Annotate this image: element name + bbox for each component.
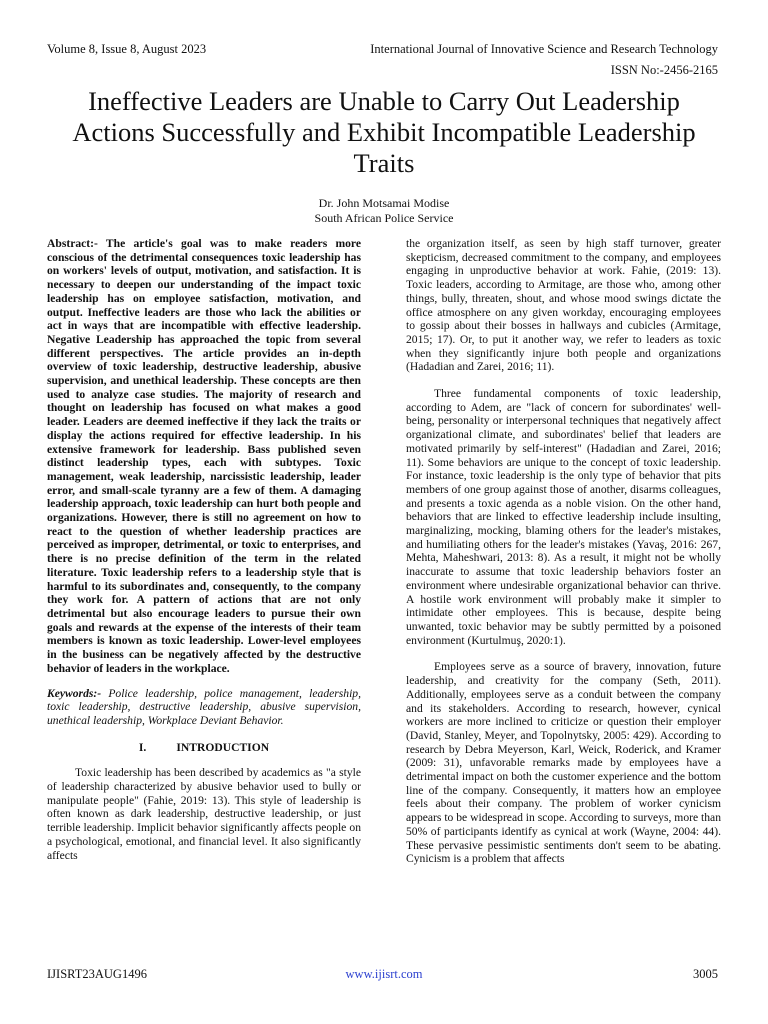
body-paragraph: Employees serve as a source of bravery, innovation, future leadership, and creativity for the company (Seth, 2011). Additionally, employees serve as a conduit between the company and its stakeholders. According to research, however, cynical workers are more inclined to criticize or question their employer (David, Stanley, Meyer, and Topolnytsky, 2005: 429). According to research by Debra Meyerson, Karl, Weick, Roderick, and Kramer (2009: 31), unfavorable remarks made by employees have a detrimental impact on both the customer experience and the bottom line of the company. Consequently, it matters how an employee feels about their company. The problem of worker cynicism appears to be widespread in scope. According to surveys, more than 50% of participants identify as cynical at work (Wayne, 2004: 44). These pervasive pessimistic sentiments don't seem to be abating. Cynicism is a problem that affects xyxy=(406,660,721,866)
section-number: I. xyxy=(138,740,147,754)
footer-website-link[interactable]: www.ijisrt.com xyxy=(345,967,423,981)
footer-page-number: 3005 xyxy=(693,967,718,981)
body-paragraph: Three fundamental components of toxic leadership, according to Adem, are "lack of concern for subordinates' well-being, personality or interpersonal techniques that negatively affect organizational climate, and subordinates' belief that leaders are motivated primarily by self-interest" (Hadadian and Zarei, 2016; 11). Some behaviors are unique to the concept of toxic leadership. For instance, toxic leadership is the only type of behavior that pits members of one group against those of another, disarms colleagues, and presents a toxic agenda as a noble vision. On the other hand, behaviors that are linked to effective leadership include insulting, marginalizing, mocking, blaming others for the leader's mistakes, and humiliating others for the leader's mistakes (Yavaş, 2016: 267, Mehta, Maheshwari, 2013: 8). As a result, it might not be wholly inaccurate to assume that toxic leadership behaviors foster an environment where undesirable organizational behavior can thrive. A hostile work environment will probably make it simpler to intimidate other employees. This is because, despite being unwanted, toxic behavior may be subtly permitted by a poisoned environment (Kurtulmuş, 2020:1). xyxy=(406,387,721,647)
journal-name: International Journal of Innovative Science and Research Technology xyxy=(370,42,718,56)
abstract: Abstract:- The article's goal was to make readers more conscious of the detrimental consequences toxic leadership has on workers' levels of output, motivation, and satisfaction. It is necessary to deepen our understanding of the impact toxic leadership has on employee satisfaction, motivation, and output. Ineffective leaders are those who lack the abilities or act in ways that are incompatible with effective leadership. Negative Leadership has approached the topic from several different perspectives. The article provides an in-depth overview of toxic leadership, destructive leadership, abusive supervision, and unethical leadership. These concepts are then used to analyze case studies. The majority of research and thought on leadership has focused on what makes a good leader. Leaders are deemed ineffective if they lack the traits or display the actions required for effective leadership. In his extensive framework for leadership. Bass published seven distinct leadership types, each with subtypes. Toxic management, weak leadership, narcissistic leadership, leader error, and small-scale tyranny are a few of them. A damaging leadership approach, toxic leadership can hurt both people and organizations. However, there is still no agreement on how to react to the question of whether leadership practices are perceived as improper, detrimental, or toxic to enterprises, and there is no precise definition of the term in the related literature. Toxic leadership refers to a leadership style that is harmful to its subordinates and, consequently, to the company they work for. A pattern of actions that are not only detrimental but also encourage leaders to pursue their own goals and rewards at the expense of the interests of their team members is known as toxic leadership. Lower-level employees in the business can be negatively affected by the destructive behavior of leaders in the workplace. xyxy=(47,237,361,675)
section-heading xyxy=(47,741,361,755)
keywords-label: Keywords:- xyxy=(47,686,102,700)
right-column xyxy=(406,237,721,866)
section-title: INTRODUCTION xyxy=(176,740,270,754)
paper-title: Ineffective Leaders are Unable to Carry Out Leadership Actions Successfully and Exhibit Incompatible Leadership Traits xyxy=(72,86,696,178)
journal-volume: Volume 8, Issue 8, August 2023 xyxy=(47,42,207,56)
keywords xyxy=(47,687,361,728)
keywords-text: Police leadership, police management, leadership, toxic leadership, destructive leadership, abusive supervision, unethical leadership, Workplace Deviant Behavior. xyxy=(47,686,361,727)
intro-paragraph: Toxic leadership has been described by academics as "a style of leadership characterized by abusive behavior used to bully or manipulate people" (Fahie, 2019: 13). This style of leadership is often known as dark leadership, destructive leadership, or just terrible leadership. Implicit behavior significantly affects people on a psychological, emotional, and financial level. It also significantly affects xyxy=(47,766,361,862)
journal-issn: ISSN No:-2456-2165 xyxy=(610,63,718,77)
author-name: Dr. John Motsamai Modise xyxy=(318,196,450,210)
footer-doc-id: IJISRT23AUG1496 xyxy=(47,967,147,981)
author-affiliation: South African Police Service xyxy=(314,211,454,225)
left-column xyxy=(47,237,361,862)
body-paragraph: the organization itself, as seen by high staff turnover, greater skepticism, decreased commitment to the company, and employees engaging in unproductive behavior at work. Fahie, (2019: 13). Toxic leaders, according to Armitage, are those who, among other things, bully, threaten, shout, and whose mood swings dictate the office atmosphere on any given workday, encouraging employees to gossip about their bosses in hallways and cubicles (Armitage, 2015; 17). Or, to put it another way, we refer to leaders as toxic when they significantly injure both people and organizations (Hadadian and Zarei, 2016; 11). xyxy=(406,237,721,374)
author-block xyxy=(0,196,768,226)
